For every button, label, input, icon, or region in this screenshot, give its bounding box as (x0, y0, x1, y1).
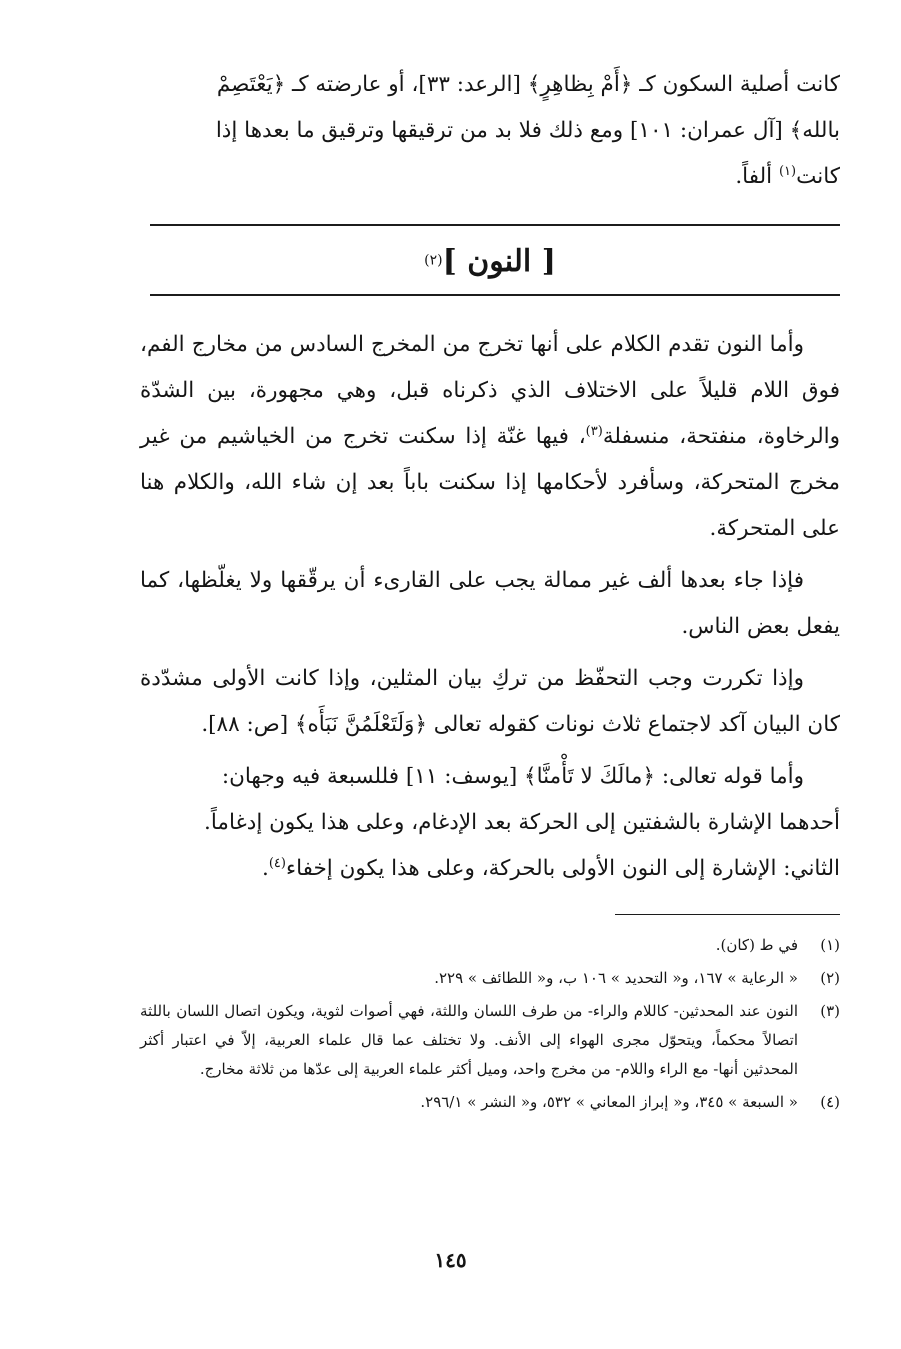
footnote-number: (١) (820, 936, 840, 954)
paragraph-4-line-3-tail: . (261, 856, 269, 881)
footnote-item (140, 931, 840, 960)
paragraph-2: فإذا جاء بعدها ألف غير ممالة يجب على القارىء أن يرقّقها ولا يغلّظها، كما يفعل بعض الناس. (140, 568, 840, 639)
footnote-separator (615, 914, 840, 915)
footnote-number: (٢) (820, 969, 840, 987)
paragraph-1 (140, 322, 840, 552)
intro-continuation (140, 62, 840, 200)
paragraph-4-line-3 (140, 846, 840, 892)
paragraph-4-line-3-text: الثاني: الإشارة إلى النون الأولى بالحركة، وعلى هذا يكون إخفاء (285, 856, 840, 881)
footnote-text: في ط (كان). (715, 936, 798, 954)
heading-bottom-rule (150, 294, 840, 296)
page-number: ١٤٥ (434, 1248, 467, 1272)
footnote-item (140, 997, 840, 1084)
paragraph-1-text: وأما النون تقدم الكلام على أنها تخرج من المخرج السادس من مخارج الفم، فوق اللام قليلاً على الاختلاف الذي ذكرناه قبل، وهي مجهورة، بين الشدّة والرخاوة، منفتحة، منسفلة (140, 332, 840, 449)
footnote-text: « الرعاية » ١٦٧، و« التحديد » ١٠٦ ب، و« اللطائف » ٢٢٩. (434, 969, 798, 987)
section-heading (140, 226, 840, 294)
footnote-item (140, 964, 840, 993)
footnote-text: النون عند المحدثين- كاللام والراء- من طرف اللسان واللثة، فهي أصوات لثوية، ويكون اتصال اللسان باللثة اتصالاً محكماً، ويتحوّل مجرى الهواء إلى الأنف. ولا تختلف عما قال علماء العربية، إلاّ في اعتبار أكثر المحدثين أنها- مع الراء واللام- من مخرج واحد، وميل أكثر علماء العربية إلى عدّها من ثلاثة مخارج. (140, 1002, 798, 1078)
footnote-ref-1: (١) (778, 163, 797, 179)
footnote-ref-4: (٤) (268, 855, 286, 871)
paragraph-4-line-1: وأما قوله تعالى: ﴿مالَكَ لا تَأْمنَّا﴾ [يوسف: ١١] فللسبعة فيه وجهان: (221, 764, 804, 789)
footnote-text: « السبعة » ٣٤٥، و« إبراز المعاني » ٥٣٢، و« النشر » ٢٩٦/١. (420, 1093, 798, 1111)
footnote-ref-2: (٢) (424, 252, 443, 269)
intro-line-1: كانت أصلية السكون كـ ﴿أَمْ بِظاهِرٍ﴾ [الرعد: ٣٣]، أو عارضته كـ ﴿يَعْتَصِمْ (216, 72, 840, 97)
footnote-ref-3: (٣) (585, 423, 603, 439)
paragraph-3: وإذا تكررت وجب التحفّظ من تركِ بيان المثلين، وإذا كانت الأولى مشدّدة كان البيان آكد لاجتماع ثلاث نونات كقوله تعالى ﴿وَلَتَعْلَمُنَّ نَبَأَه﴾ [ص: ٨٨]. (140, 666, 840, 737)
paragraph-4 (140, 754, 840, 892)
intro-line-3-tail: ألفاً. (735, 164, 779, 189)
paragraph-1-tail: ، فيها غنّة إذا سكنت تخرج من الخياشيم من غير مخرج المتحركة، وسأفرد لأحكامها إذا سكنت باباً بعد إن شاء الله، والكلام هنا على المتحركة. (140, 424, 840, 541)
intro-line-3-text: كانت (796, 164, 840, 189)
paragraph-4-line-2: أحدهما الإشارة بالشفتين إلى الحركة بعد الإدغام، وعلى هذا يكون إدغاماً. (204, 810, 840, 835)
intro-line-2: بالله﴾ [آل عمران: ١٠١] ومع ذلك فلا بد من ترقيقها وترقيق ما بعدها إذا (215, 118, 840, 143)
book-page (140, 62, 840, 1121)
footnotes (140, 931, 840, 1117)
footnote-item (140, 1088, 840, 1117)
intro-line-3 (140, 154, 840, 200)
footnote-number: (٤) (820, 1093, 840, 1111)
footnote-number: (٣) (820, 1002, 840, 1020)
section-title: [ النون ] (442, 244, 556, 279)
